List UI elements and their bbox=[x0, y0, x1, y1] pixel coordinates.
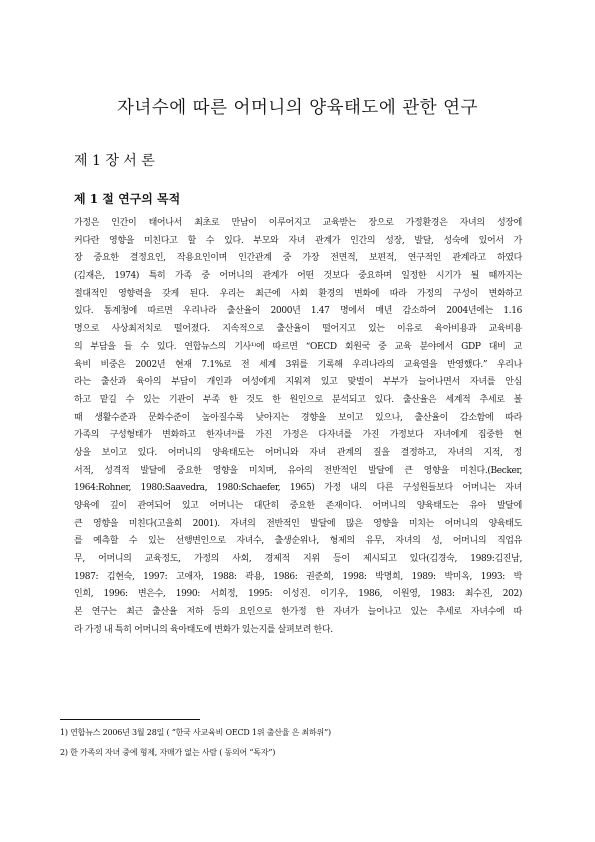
body-line: 있다. 통계청에 따르면 우리나라 출산율이 2000년 1.47 명에서 매년 감소하여 2004년에는 1.16 bbox=[74, 306, 522, 317]
body-line: 육비 비중은 2002년 현재 7.1%로 전 세계 3위를 기록해 우리나라의 교육열을 반영했다.” 우리나 bbox=[74, 359, 522, 370]
body-line: 가족의 구성형태가 변화하고 한자녀²⁾를 가진 가정은 다자녀를 가진 가정보다 자녀에게 집중한 현 bbox=[74, 430, 522, 441]
footnote-1: 1) 연합뉴스 2006년 3월 28일 ( “한국 사교육비 OECD 1위 출산율 은 최하위”) bbox=[60, 728, 331, 737]
body-line: 를 예측할 수 있는 선행변인으로 자녀수, 출생순위나, 형제의 유무, 자녀의 성, 어머니의 직업유 bbox=[74, 536, 522, 547]
body-line: 무, 어머니의 교육정도, 가정의 사회, 경제적 지위 등이 제시되고 있다(김경숙, 1989:김진남, bbox=[74, 554, 522, 565]
body-line: 커다란 영향을 미친다고 할 수 있다. 부모와 자녀 관계가 인간의 성장, 발달, 성숙에 있어서 가 bbox=[74, 235, 522, 246]
body-line: 라 가정 내 특히 어머니의 육아태도에 변화가 있는지를 살펴보려 한다. bbox=[74, 624, 333, 635]
body-text bbox=[74, 215, 522, 640]
body-line: 큰 영향을 미친다(고을희 2001). 자녀의 전반적인 발달에 많은 영향을 미치는 어머니의 양육태도 bbox=[74, 518, 522, 529]
body-line: 서적, 성격적 발달에 중요한 영향을 미치며, 유아의 전반적인 발달에 큰 영향을 미친다.(Becker, bbox=[74, 465, 522, 476]
chapter-heading: 제 1 장 서 론 bbox=[74, 153, 155, 169]
body-line: 명으로 사상최저치로 떨어졌다. 지속적으로 출산율이 떨어지고 있는 이유로 육아비용과 교육비용 bbox=[74, 324, 522, 335]
footnote-2: 2) 한 가족의 자녀 중에 형제, 자매가 없는 사람 ( 동의어 “독자”) bbox=[60, 748, 276, 757]
body-line: 1964:Rohner, 1980:Saavedra, 1980:Schaefer, 1965) 가정 내의 다른 구성원들보다 어머니는 자녀 bbox=[74, 483, 522, 494]
body-line: 본 연구는 최근 출산율 저하 등의 요인으로 한가정 한 자녀가 늘어나고 있는 추세로 자녀수에 따 bbox=[74, 607, 522, 618]
body-line: 하고 맡길 수 있는 기관이 부족 한 것도 한 원인으로 분석되고 있다. 출산율은 세계적 추세로 볼 bbox=[74, 394, 522, 405]
body-line: 절대적인 영향력을 갖게 된다. 우리는 최근에 사회 환경의 변화에 따라 가정의 구성이 변화하고 bbox=[74, 288, 522, 299]
footnote-divider bbox=[60, 719, 200, 720]
body-line: 의 부담을 들 수 있다. 연합뉴스의 기사¹⁾에 따르면 “OECD 회원국 중 교육 분야에서 GDP 대비 교 bbox=[74, 341, 522, 352]
body-line: 상을 보이고 있다. 어머니의 양육태도는 어머니와 자녀 관계의 질을 결정하고, 자녀의 지적, 정 bbox=[74, 447, 522, 458]
body-line: 가정은 인간이 태어나서 최초로 만남이 이루어지고 교육받는 장으로 가정환경은 자녀의 성장에 bbox=[74, 218, 522, 228]
body-line: 1987: 김현숙, 1997: 고애자, 1988: 곽용, 1986: 권준희, 1998: 박명희, 1989: 박미옥, 1993: 박 bbox=[74, 571, 522, 582]
body-line: (김재은, 1974) 특히 가족 중 어머니의 관계가 어떤 것보다 중요하며 일정한 시기가 될 때까지는 bbox=[74, 271, 522, 282]
paper-title: 자녀수에 따른 어머니의 양육태도에 관한 연구 bbox=[116, 98, 478, 118]
body-line: 때 생활수준과 문화수준이 높아질수록 낮아지는 경향을 보이고 있으나, 출산율이 감소함에 따라 bbox=[74, 412, 522, 423]
body-line: 장 중요한 결정요인, 작용요인이며 인간관계 중 가장 전면적, 보편적, 연구적인 관계라고 하였다 bbox=[74, 253, 522, 264]
body-line: 인희, 1996: 변은수, 1990: 서희정, 1995: 이성진. 이기우, 1986, 이원영, 1983: 최수진, 202) bbox=[74, 589, 522, 600]
section-heading: 제 1 절 연구의 목적 bbox=[74, 192, 181, 206]
body-line: 라는 출산과 육아의 부담이 개인과 여성에게 지워져 있고 맞벌이 부부가 늘어나면서 자녀를 안심 bbox=[74, 377, 522, 388]
body-line: 양육에 깊이 관여되어 있고 어머니는 대단히 중요한 존재이다. 어머니의 양육태도는 유아 발달에 bbox=[74, 501, 522, 511]
